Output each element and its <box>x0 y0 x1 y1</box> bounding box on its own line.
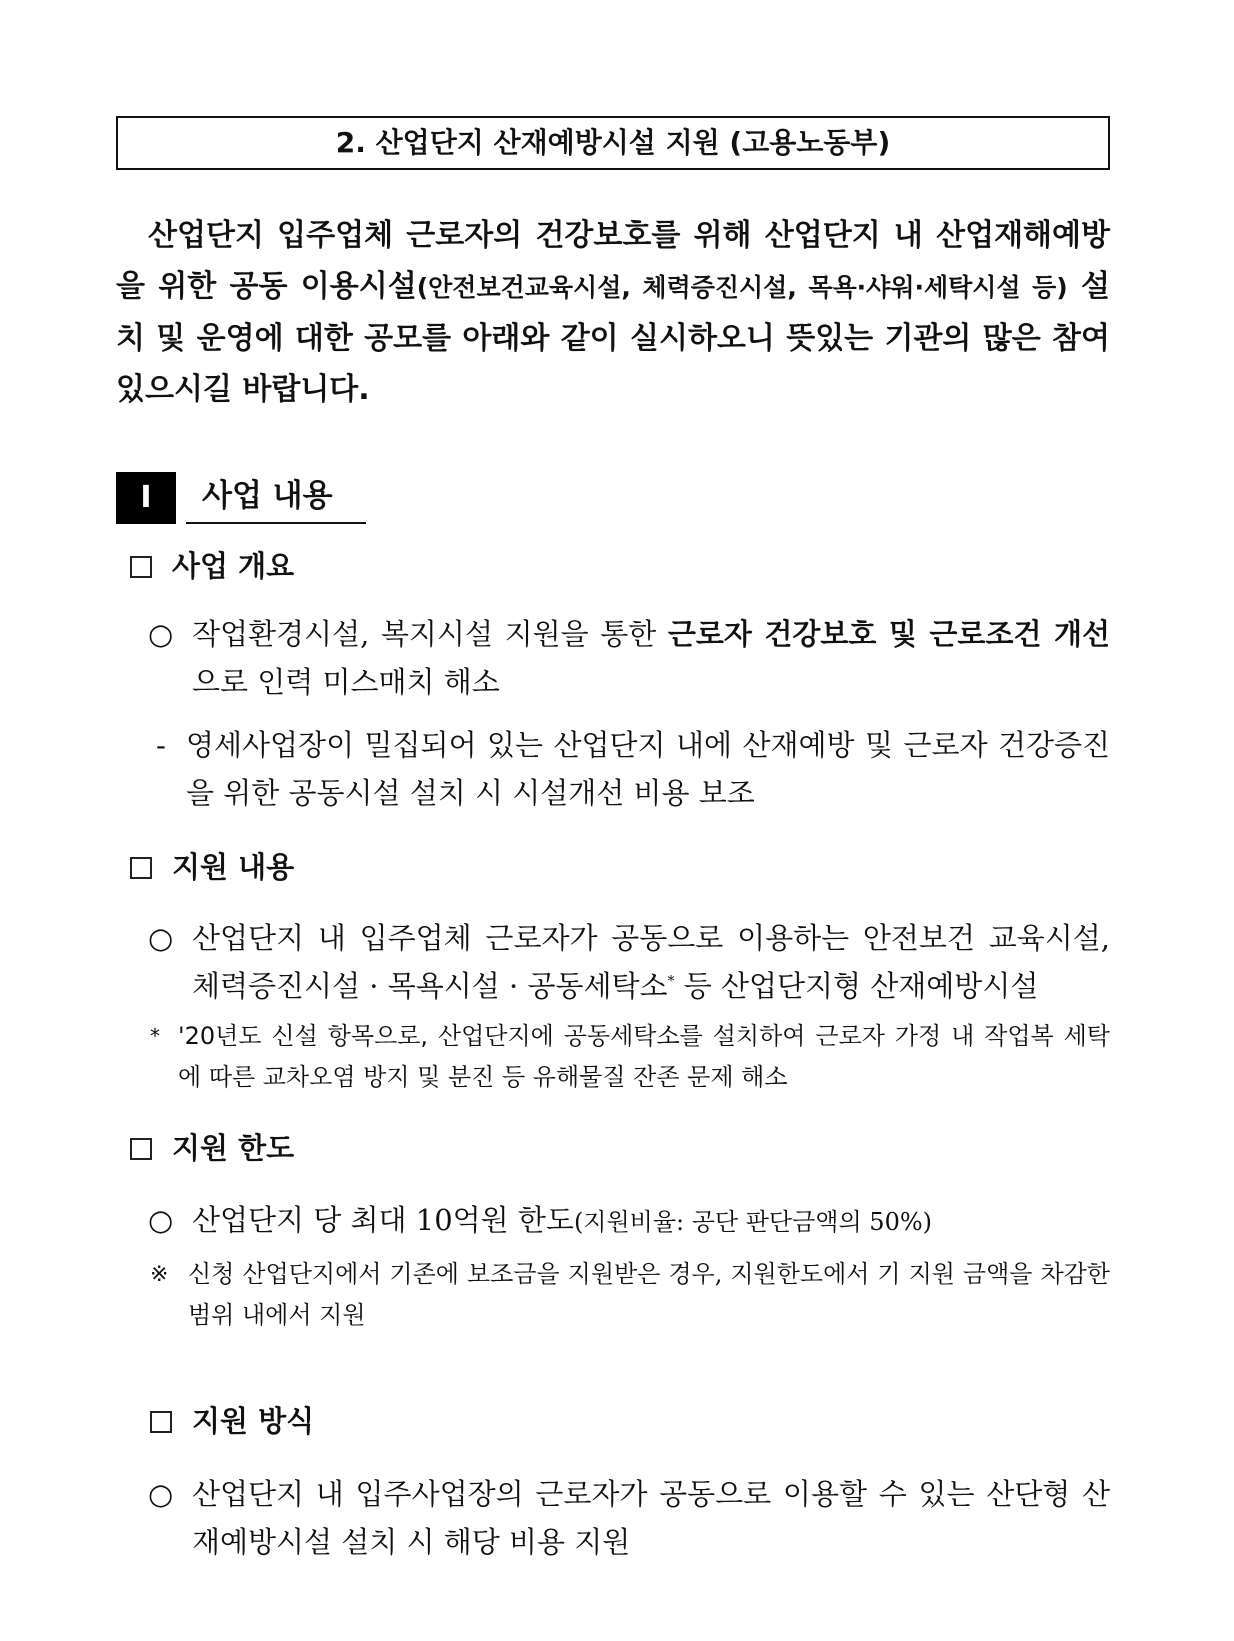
footnote <box>150 1016 1110 1100</box>
reference-note-text: 신청 산업단지에서 기존에 보조금을 지원받은 경우, 지원한도에서 기 지원 금액을 차감한 범위 내에서 지원 <box>188 1260 1110 1329</box>
intro-paragraph <box>116 210 1110 415</box>
subheading-label: 사업 개요 <box>172 549 295 583</box>
subheading-content <box>130 847 294 887</box>
text-segment: 등 산업단지형 산재예방시설 <box>674 969 1039 1003</box>
list-item-text: 산업단지 내 입주사업장의 근로자가 공동으로 이용할 수 있는 산단형 산재예방시설 설치 시 해당 비용 지원 <box>192 1477 1110 1559</box>
list-item-text: 영세사업장이 밀집되어 있는 산업단지 내에 산재예방 및 근로자 건강증진을 위한 공동시설 설치 시 시설개선 비용 보조 <box>186 728 1110 810</box>
text-segment: 산업단지 내 입주업체 근로자가 공동으로 이용하는 안전보건 교육시설, 체력증진시설 · 목욕시설 · 공동세탁소 <box>192 921 1110 1003</box>
checkbox-square-icon <box>150 1411 172 1433</box>
text-segment: 으로 인력 미스매치 해소 <box>192 665 500 699</box>
subheading-overview <box>130 546 294 586</box>
checkbox-square-icon <box>130 857 152 879</box>
list-item <box>148 1470 1110 1570</box>
dash-bullet: - <box>156 728 166 762</box>
list-item-text <box>192 610 1110 706</box>
text-segment: (지원비율: 공단 판단금액의 50%) <box>573 1208 933 1236</box>
circle-bullet-icon: ○ <box>148 1203 174 1237</box>
intro-text-part1: 산업단지 입주업체 근로자의 건강보호를 위해 산업단지 내 산업재해예방을 위한 공동 이용시설 <box>116 218 1110 304</box>
list-item <box>148 914 1110 1014</box>
subheading-limit <box>130 1128 294 1168</box>
list-item <box>148 610 1110 710</box>
reference-mark-icon: ※ <box>150 1262 169 1287</box>
text-segment: 산업단지 당 최대 10억원 한도 <box>192 1203 574 1237</box>
checkbox-square-icon <box>130 1138 152 1160</box>
subheading-label: 지원 한도 <box>172 1131 295 1165</box>
footnote-text: '20년도 신설 항목으로, 산업단지에 공동세탁소를 설치하여 근로자 가정 내 작업복 세탁에 따른 교차오염 방지 및 분진 등 유해물질 잔존 문제 해소 <box>178 1022 1110 1091</box>
intro-text-part2: (안전보건교육시설, 체력증진시설, 목욕·샤워·세탁시설 등) <box>416 273 1068 302</box>
subheading-method <box>150 1401 314 1441</box>
section-number: I <box>116 472 176 524</box>
section-title: 사업 내용 <box>186 472 366 524</box>
circle-bullet-icon: ○ <box>148 921 174 955</box>
circle-bullet-icon: ○ <box>148 1477 174 1511</box>
reference-note <box>150 1254 1110 1338</box>
checkbox-square-icon <box>130 556 152 578</box>
emphasis-text: 근로자 건강보호 및 근로조건 개선 <box>667 617 1110 651</box>
text-segment: 작업환경시설, 복지시설 지원을 통한 <box>192 617 668 651</box>
list-item-text <box>192 914 1110 1010</box>
list-item <box>156 721 1110 821</box>
subheading-label: 지원 방식 <box>192 1404 315 1438</box>
list-item <box>148 1196 1110 1246</box>
subheading-label: 지원 내용 <box>172 850 295 884</box>
list-item-text <box>192 1196 1110 1246</box>
document-title: 2. 산업단지 산재예방시설 지원 (고용노동부) <box>116 116 1110 170</box>
intro-text-part3: 설치 및 운영에 대한 공모를 아래와 같이 실시하오니 뜻있는 기관의 많은 참여 있으시길 바랍니다. <box>116 269 1111 407</box>
footnote-marker: * <box>667 973 675 990</box>
circle-bullet-icon: ○ <box>148 617 174 651</box>
footnote-asterisk: * <box>150 1024 160 1048</box>
